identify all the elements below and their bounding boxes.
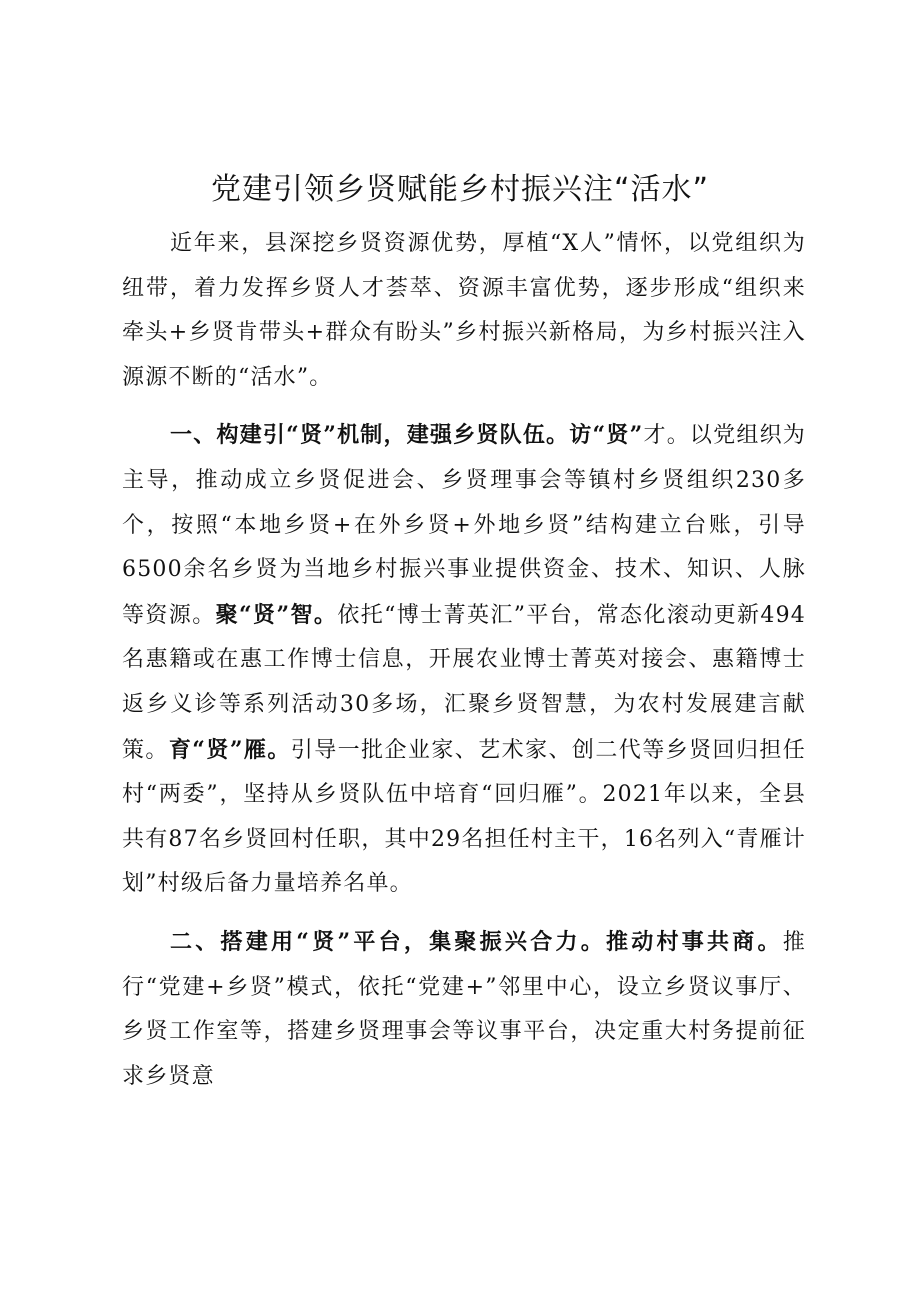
intro-paragraph: 近年来，县深挖乡贤资源优势，厚植“X人”情怀，以党组织为纽带，着力发挥乡贤人才荟萃、资源丰富优势，逐步形成“组织来牵头+乡贤肯带头+群众有盼头”乡村振兴新格局，为乡村振兴注入源源不断的“活水”。 — [122, 231, 806, 390]
section-2-heading: 二、搭建用“贤”平台，集聚振兴合力。 — [170, 928, 606, 955]
section-2-sub1-label: 推动村事共商。 — [605, 928, 783, 955]
document-title: 党建引领乡贤赋能乡村振兴注“活水” — [210, 172, 710, 207]
section-1-paragraph — [122, 413, 806, 907]
section-1-heading: 一、构建引“贤”机制，建强乡贤队伍。 — [170, 422, 570, 449]
section-1-sub1-label: 访“贤” — [569, 422, 644, 449]
section-1-sub3-text: 引导一批企业家、艺术家、创二代等乡贤回归担任村“两委”，坚持从乡贤队伍中培育“回归雁”。2021年以来，全县共有87名乡贤回村任职，其中29名担任村主干，16名列入“青雁计划”村级后备力量培养名单。 — [122, 737, 806, 897]
section-2-paragraph — [122, 920, 806, 1099]
section-1-sub2-text: 依托“博士菁英汇”平台，常态化滚动更新494名惠籍或在惠工作博士信息，开展农业博士菁英对接会、惠籍博士返乡义诊等系列活动30多场，汇聚乡贤智慧，为农村发展建言献策。 — [122, 602, 807, 763]
section-2-sub1-text: 推行“党建+乡贤”模式，依托“党建+”邻里中心，设立乡贤议事厅、乡贤工作室等，搭建乡贤理事会等议事平台，决定重大村务提前征求乡贤意 — [122, 929, 806, 1089]
section-1-sub1-text: 才。以党组织为主导，推动成立乡贤促进会、乡贤理事会等镇村乡贤组织230多个，按照“本地乡贤+在外乡贤+外地乡贤”结构建立台账，引导6500余名乡贤为当地乡村振兴事业提供资金、技术、知识、人脉等资源。 — [122, 423, 806, 628]
document-body — [122, 222, 806, 1112]
section-1-sub2-label: 聚“贤”智。 — [215, 601, 338, 628]
section-1-sub3-label: 育“贤”雁。 — [168, 736, 291, 763]
